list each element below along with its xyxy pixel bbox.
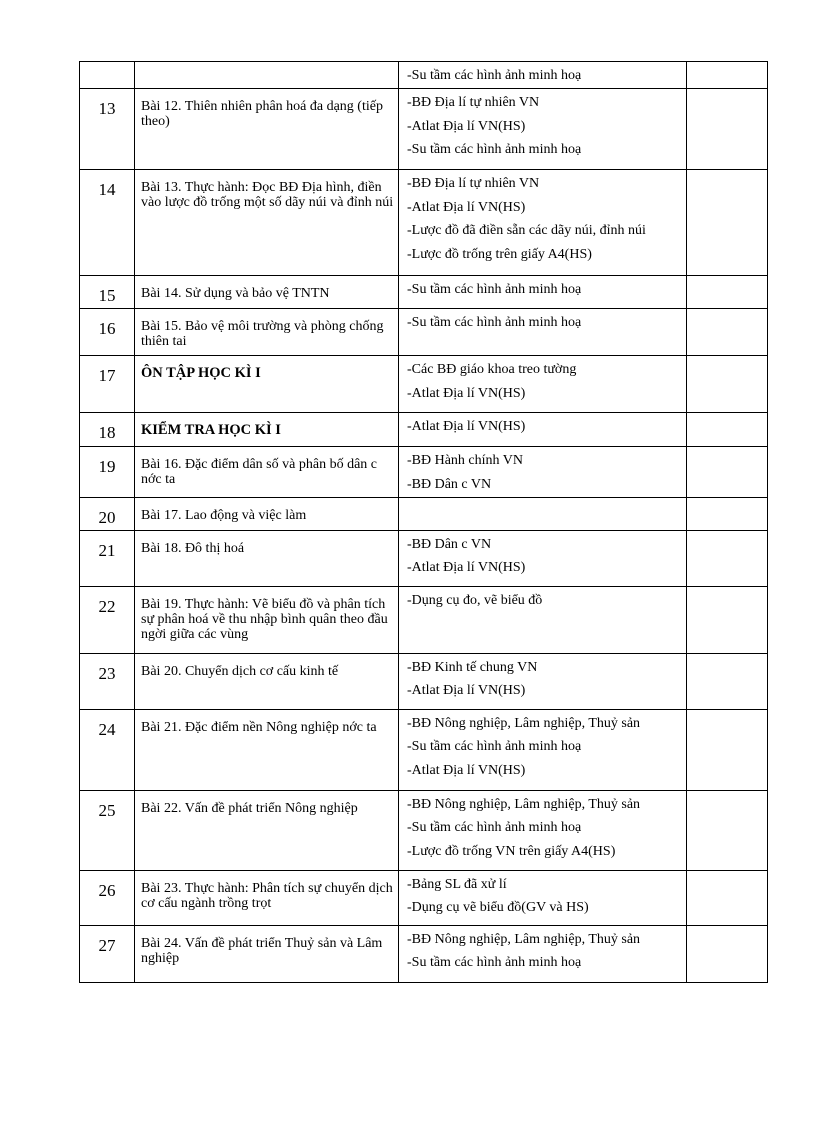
lesson-equipment bbox=[399, 276, 687, 309]
lesson-note bbox=[687, 790, 768, 870]
lesson-number: 16 bbox=[80, 309, 135, 356]
equipment-item: -Su tầm các hình ảnh minh hoạ bbox=[407, 282, 582, 297]
lesson-equipment bbox=[399, 356, 687, 413]
lesson-equipment bbox=[399, 653, 687, 709]
equipment-item: -Su tầm các hình ảnh minh hoạ bbox=[407, 739, 582, 754]
lesson-note bbox=[687, 309, 768, 356]
lesson-note bbox=[687, 925, 768, 982]
table-row bbox=[80, 530, 768, 586]
equipment-item: -Dụng cụ đo, vẽ biểu đồ bbox=[407, 592, 543, 608]
lesson-title bbox=[135, 62, 399, 89]
lesson-title: Bài 19. Thực hành: Vẽ biểu đồ và phân tích sự phân hoá về thu nhập bình quân theo đầu ngời giữa các vùng bbox=[135, 586, 399, 653]
equipment-item: -Atlat Địa lí VN(HS) bbox=[407, 385, 526, 401]
lesson-number: 22 bbox=[80, 586, 135, 653]
lesson-title: Bài 24. Vấn đề phát triển Thuỷ sản và Lâm nghiệp bbox=[135, 925, 399, 982]
equipment-item: -Atlat Địa lí VN(HS) bbox=[407, 762, 526, 778]
lesson-equipment bbox=[399, 870, 687, 925]
lesson-title: Bài 15. Bảo vệ môi trường và phòng chống thiên tai bbox=[135, 309, 399, 356]
table-row bbox=[80, 870, 768, 925]
lesson-equipment bbox=[399, 62, 687, 89]
lesson-title: Bài 22. Vấn đề phát triển Nông nghiệp bbox=[135, 790, 399, 870]
table-row bbox=[80, 89, 768, 170]
equipment-item: -BĐ Nông nghiệp, Lâm nghiệp, Thuỷ sản bbox=[407, 796, 641, 812]
lesson-note bbox=[687, 653, 768, 709]
lesson-equipment bbox=[399, 447, 687, 498]
lesson-title: Bài 18. Đô thị hoá bbox=[135, 530, 399, 586]
equipment-item: -BĐ Nông nghiệp, Lâm nghiệp, Thuỷ sản bbox=[407, 931, 641, 947]
lesson-number: 23 bbox=[80, 653, 135, 709]
table-row bbox=[80, 170, 768, 276]
lesson-number: 15 bbox=[80, 276, 135, 309]
equipment-item: -BĐ Hành chính VN bbox=[407, 453, 524, 468]
lesson-title: Bài 16. Đặc điểm dân số và phân bố dân c nớc ta bbox=[135, 447, 399, 498]
lesson-equipment bbox=[399, 89, 687, 170]
lesson-title: Bài 12. Thiên nhiên phân hoá đa dạng (tiếp theo) bbox=[135, 89, 399, 170]
lesson-note bbox=[687, 62, 768, 89]
table-row bbox=[80, 653, 768, 709]
table-row bbox=[80, 497, 768, 530]
equipment-item: -BĐ Kinh tế chung VN bbox=[407, 659, 538, 675]
lesson-note bbox=[687, 276, 768, 309]
lesson-plan-table bbox=[79, 61, 768, 983]
table-row bbox=[80, 790, 768, 870]
lesson-number: 19 bbox=[80, 447, 135, 498]
lesson-title: Bài 20. Chuyển dịch cơ cấu kinh tế bbox=[135, 653, 399, 709]
lesson-equipment bbox=[399, 709, 687, 790]
lesson-note bbox=[687, 530, 768, 586]
lesson-note bbox=[687, 497, 768, 530]
equipment-item: -Atlat Địa lí VN(HS) bbox=[407, 560, 526, 575]
equipment-item: -BĐ Dân c VN bbox=[407, 536, 492, 552]
equipment-item: -Các BĐ giáo khoa treo tường bbox=[407, 362, 577, 377]
lesson-number: 27 bbox=[80, 925, 135, 982]
equipment-item: -Lược đồ đã điền sẵn các dãy núi, đỉnh núi bbox=[407, 223, 646, 238]
lesson-number: 14 bbox=[80, 170, 135, 276]
lesson-number: 18 bbox=[80, 413, 135, 447]
equipment-item: -BĐ Nông nghiệp, Lâm nghiệp, Thuỷ sản bbox=[407, 715, 641, 731]
lesson-equipment bbox=[399, 530, 687, 586]
lesson-equipment bbox=[399, 170, 687, 276]
lesson-title: Bài 21. Đặc điểm nền Nông nghiệp nớc ta bbox=[135, 709, 399, 790]
lesson-number: 17 bbox=[80, 356, 135, 413]
table-row bbox=[80, 356, 768, 413]
lesson-note bbox=[687, 356, 768, 413]
table-row bbox=[80, 413, 768, 447]
equipment-item: -BĐ Dân c VN bbox=[407, 476, 492, 492]
lesson-equipment bbox=[399, 586, 687, 653]
table-row bbox=[80, 62, 768, 89]
lesson-title: Bài 23. Thực hành: Phân tích sự chuyển dịch cơ cấu ngành trồng trọt bbox=[135, 870, 399, 925]
lesson-note bbox=[687, 89, 768, 170]
lesson-equipment bbox=[399, 309, 687, 356]
equipment-item: -Atlat Địa lí VN(HS) bbox=[407, 419, 526, 434]
table-row bbox=[80, 925, 768, 982]
lesson-number: 26 bbox=[80, 870, 135, 925]
lesson-title: Bài 14. Sử dụng và bảo vệ TNTN bbox=[135, 276, 399, 309]
equipment-item: -Lược đồ trống trên giấy A4(HS) bbox=[407, 246, 592, 262]
equipment-item: -Atlat Địa lí VN(HS) bbox=[407, 683, 526, 698]
lesson-note bbox=[687, 586, 768, 653]
table-row bbox=[80, 586, 768, 653]
lesson-equipment bbox=[399, 413, 687, 447]
lesson-equipment bbox=[399, 790, 687, 870]
lesson-note bbox=[687, 709, 768, 790]
lesson-number bbox=[80, 62, 135, 89]
equipment-item: -Bảng SL đã xử lí bbox=[407, 876, 507, 892]
lesson-number: 24 bbox=[80, 709, 135, 790]
equipment-item: -Atlat Địa lí VN(HS) bbox=[407, 118, 526, 134]
equipment-item: -BĐ Địa lí tự nhiên VN bbox=[407, 176, 540, 191]
equipment-item: -Atlat Địa lí VN(HS) bbox=[407, 199, 526, 215]
equipment-item: -Lược đồ trống VN trên giấy A4(HS) bbox=[407, 843, 616, 859]
lesson-title: KIỂM TRA HỌC KÌ I bbox=[135, 413, 399, 447]
lesson-title: Bài 17. Lao động và việc làm bbox=[135, 497, 399, 530]
lesson-note bbox=[687, 447, 768, 498]
equipment-item: -Su tầm các hình ảnh minh hoạ bbox=[407, 315, 582, 330]
table-row bbox=[80, 309, 768, 356]
lesson-title: ÔN TẬP HỌC KÌ I bbox=[135, 356, 399, 413]
lesson-number: 25 bbox=[80, 790, 135, 870]
lesson-note bbox=[687, 170, 768, 276]
lesson-equipment bbox=[399, 497, 687, 530]
table-row bbox=[80, 447, 768, 498]
lesson-number: 21 bbox=[80, 530, 135, 586]
equipment-item: -BĐ Địa lí tự nhiên VN bbox=[407, 95, 540, 110]
equipment-item: -Su tầm các hình ảnh minh hoạ bbox=[407, 955, 582, 970]
table-row bbox=[80, 276, 768, 309]
equipment-item: -Su tầm các hình ảnh minh hoạ bbox=[407, 68, 582, 83]
lesson-note bbox=[687, 413, 768, 447]
lesson-number: 13 bbox=[80, 89, 135, 170]
equipment-item: -Dụng cụ vẽ biểu đồ(GV và HS) bbox=[407, 900, 589, 915]
equipment-item: -Su tầm các hình ảnh minh hoạ bbox=[407, 820, 582, 835]
lesson-note bbox=[687, 870, 768, 925]
lesson-number: 20 bbox=[80, 497, 135, 530]
table-row bbox=[80, 709, 768, 790]
lesson-equipment bbox=[399, 925, 687, 982]
equipment-item: -Su tầm các hình ảnh minh hoạ bbox=[407, 142, 582, 157]
lesson-plan-body bbox=[80, 62, 768, 983]
lesson-title: Bài 13. Thực hành: Đọc BĐ Địa hình, điền vào lược đồ trống một số dãy núi và đỉnh núi bbox=[135, 170, 399, 276]
